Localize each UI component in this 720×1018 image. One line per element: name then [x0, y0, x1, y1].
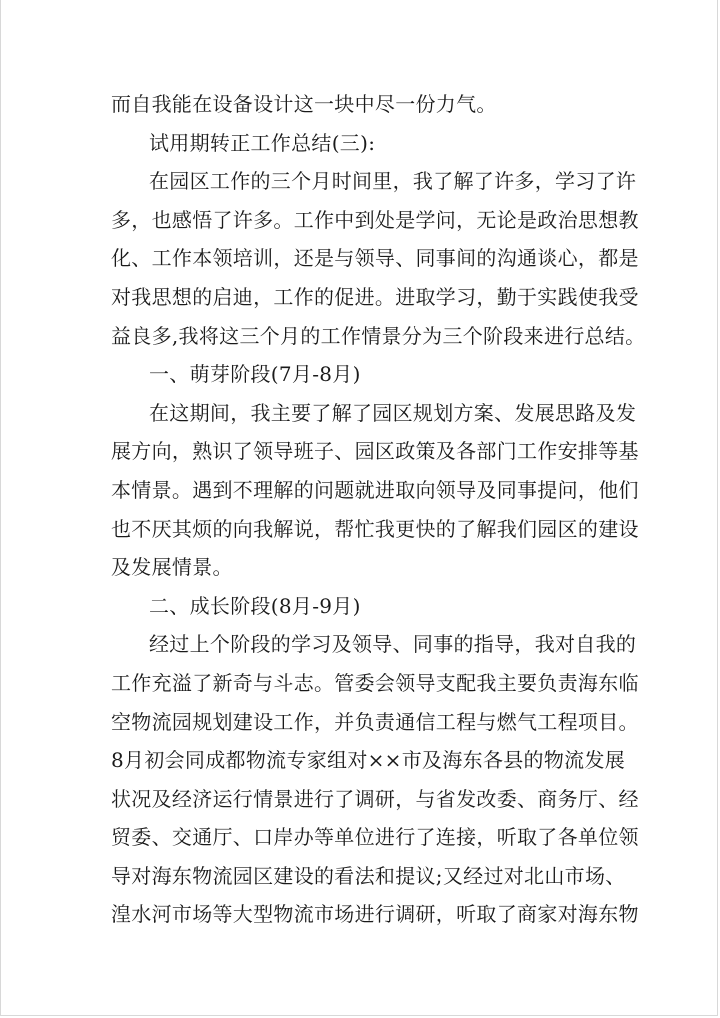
text-line: 而自我能在设备设计这一块中尽一份力气。	[111, 92, 497, 116]
text-line: 化、工作本领培训，还是与领导、同事间的沟通谈心，都是	[111, 246, 639, 271]
text-line: 经过上个阶段的学习及领导、同事的指导，我对自我的	[149, 632, 637, 657]
text-line: 在这期间，我主要了解了园区规划方案、发展思路及发	[149, 400, 637, 425]
text-line: 工作充溢了新奇与斗志。管委会领导支配我主要负责海东临	[111, 670, 639, 695]
text-line: 益良多,我将这三个月的工作情景分为三个阶段来进行总结。	[111, 323, 646, 348]
text-line: 在园区工作的三个月时间里，我了解了许多，学习了许	[149, 169, 637, 194]
text-line: 8月初会同成都物流专家组对××市及海东各县的物流发展	[111, 748, 626, 773]
text-line: 湟水河市场等大型物流市场进行调研，听取了商家对海东物	[111, 902, 639, 927]
text-line: 展方向，熟识了领导班子、园区政策及各部门工作安排等基	[111, 439, 639, 464]
text-line: 一、萌芽阶段(7月-8月)	[149, 362, 361, 387]
text-line: 多，也感悟了许多。工作中到处是学问，无论是政治思想教	[111, 207, 639, 232]
text-line: 对我思想的启迪，工作的促进。进取学习，勤于实践使我受	[111, 284, 639, 309]
text-line: 导对海东物流园区建设的看法和提议;又经过对北山市场、	[111, 863, 626, 888]
text-line: 二、成长阶段(8月-9月)	[149, 593, 361, 618]
text-line: 试用期转正工作总结(三):	[149, 130, 376, 155]
text-line: 空物流园规划建设工作，并负责通信工程与燃气工程项目。	[111, 709, 639, 734]
text-line: 本情景。遇到不理解的问题就进取向领导及同事提问，他们	[111, 477, 639, 502]
text-line: 及发展情景。	[111, 555, 233, 580]
text-line: 贸委、交通厅、口岸办等单位进行了连接，听取了各单位领	[111, 825, 639, 850]
document-body	[111, 85, 646, 934]
text-line: 也不厌其烦的向我解说，帮忙我更快的了解我们园区的建设	[111, 516, 639, 541]
text-line: 状况及经济运行情景进行了调研，与省发改委、商务厅、经	[111, 786, 639, 811]
